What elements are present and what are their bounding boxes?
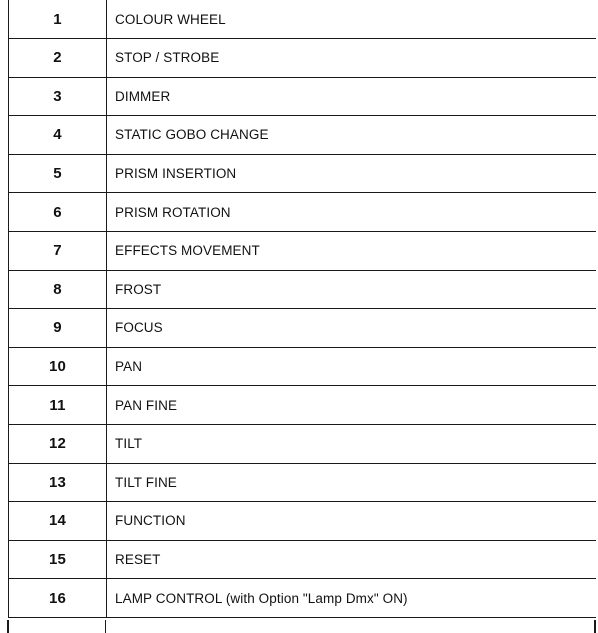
table-row [9,386,597,425]
channel-function: PRISM INSERTION [107,154,597,193]
channel-number: 11 [9,386,107,425]
table-row [9,193,597,232]
channel-function: PAN [107,347,597,386]
channel-function: STATIC GOBO CHANGE [107,116,597,155]
table-row [9,231,597,270]
channel-number: 2 [9,39,107,78]
table-row [9,579,597,618]
table-row [9,0,597,39]
channel-function: TILT FINE [107,463,597,502]
channel-function: PRISM ROTATION [107,193,597,232]
channel-number: 1 [9,0,107,39]
table-row [9,540,597,579]
channel-function: FROST [107,270,597,309]
channel-function: STOP / STROBE [107,39,597,78]
table-row [9,77,597,116]
channel-number: 13 [9,463,107,502]
channel-table-container [8,0,596,618]
channel-number: 16 [9,579,107,618]
channel-number: 3 [9,77,107,116]
channel-function: PAN FINE [107,386,597,425]
channel-function: RESET [107,540,597,579]
channel-number: 10 [9,347,107,386]
channel-number: 5 [9,154,107,193]
table-row [9,39,597,78]
channel-number: 6 [9,193,107,232]
channel-function: LAMP CONTROL (with Option "Lamp Dmx" ON) [107,579,597,618]
channel-function: FOCUS [107,309,597,348]
table-row [9,463,597,502]
table-row [9,154,597,193]
channel-function: COLOUR WHEEL [107,0,597,39]
table-row [9,270,597,309]
table-row [9,502,597,541]
channel-function: FUNCTION [107,502,597,541]
column-divider [594,620,596,633]
channel-number: 9 [9,309,107,348]
table-continuation [8,620,596,633]
column-divider [7,620,9,633]
dmx-channel-table [8,0,596,618]
channel-number: 4 [9,116,107,155]
channel-function: TILT [107,424,597,463]
channel-number: 8 [9,270,107,309]
channel-number: 12 [9,424,107,463]
channel-function: DIMMER [107,77,597,116]
table-row [9,424,597,463]
table-row [9,347,597,386]
channel-number: 14 [9,502,107,541]
channel-number: 7 [9,231,107,270]
table-row [9,116,597,155]
table-row [9,309,597,348]
channel-number: 15 [9,540,107,579]
channel-function: EFFECTS MOVEMENT [107,231,597,270]
column-divider [105,620,107,633]
